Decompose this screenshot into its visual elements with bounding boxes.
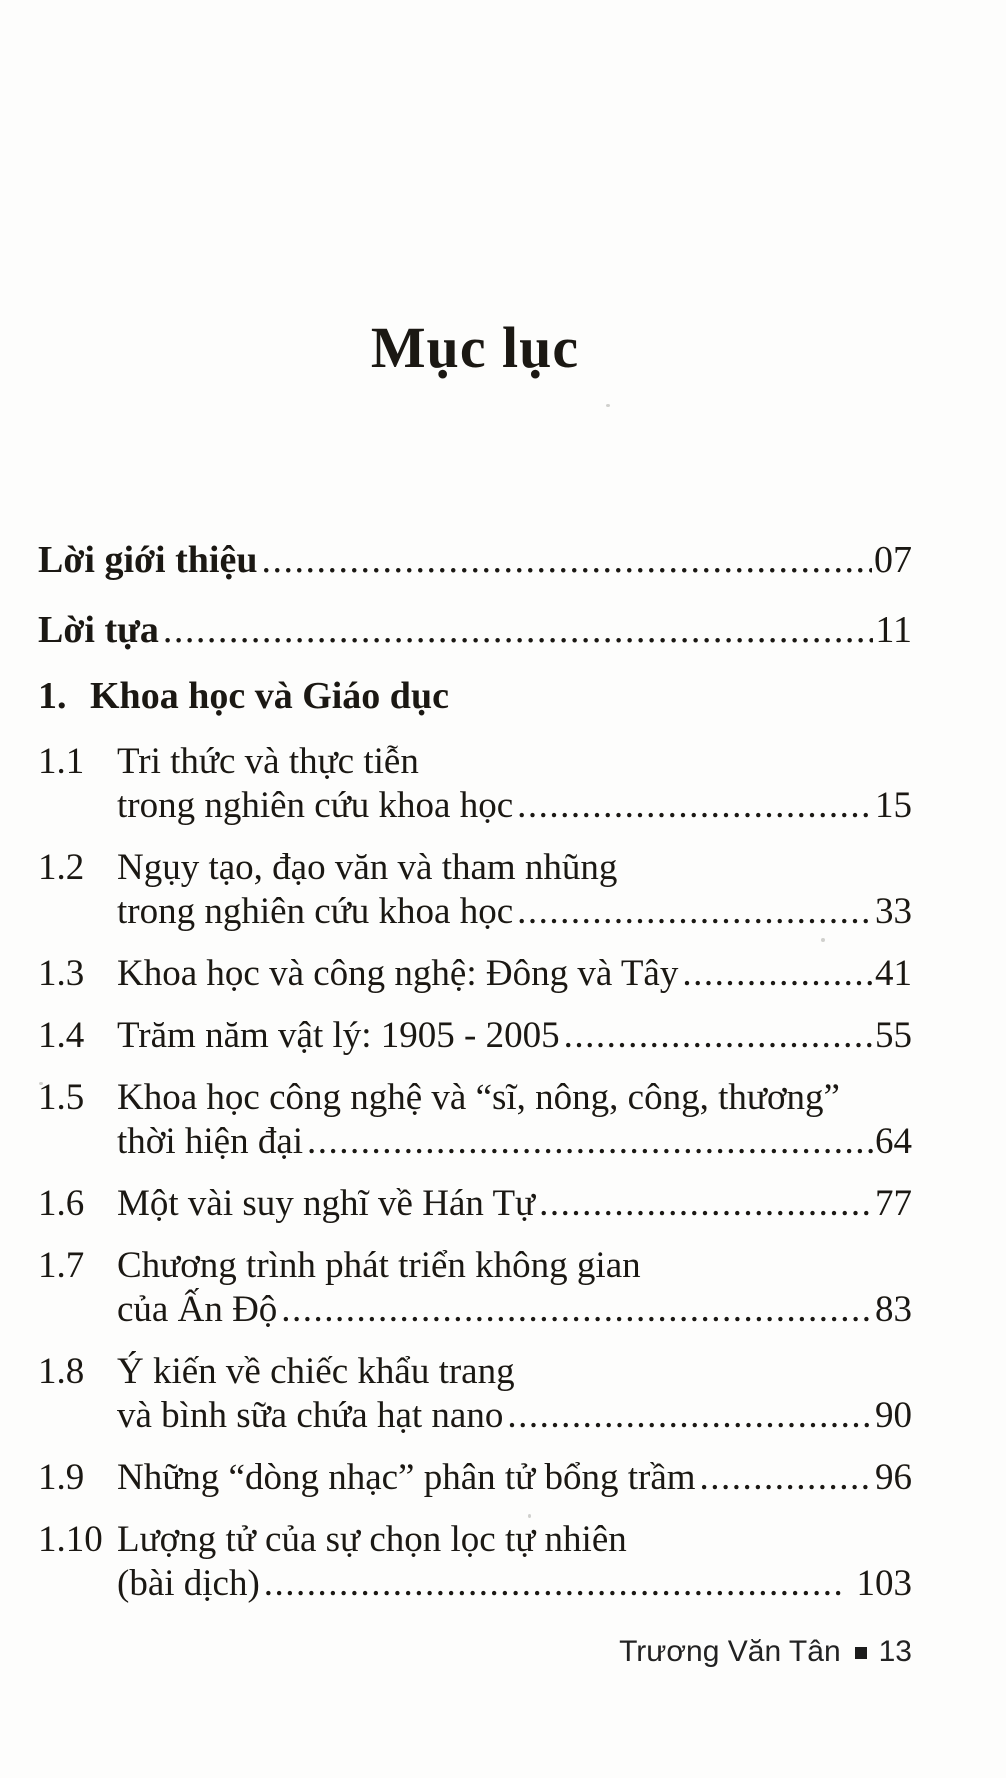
front-matter-row	[38, 536, 912, 584]
entry-line-1	[117, 1350, 912, 1394]
entry-line-2	[117, 1562, 912, 1606]
entry-line-1	[117, 1244, 912, 1288]
square-bullet-icon	[855, 1647, 867, 1659]
entry-number: 1.8	[38, 1351, 85, 1392]
entry-number: 1.6	[38, 1183, 85, 1224]
page-number: 103	[847, 1563, 912, 1604]
page-number: 90	[875, 1395, 912, 1436]
page-number: 41	[875, 953, 912, 994]
entry-title-line1: Trăm năm vật lý: 1905 - 2005	[117, 1015, 560, 1056]
toc-entry	[38, 1456, 912, 1500]
toc-entry	[38, 1014, 912, 1058]
entry-body	[117, 846, 912, 934]
toc-entry	[38, 1244, 912, 1332]
entry-number: 1.5	[38, 1077, 85, 1118]
page-number: 96	[875, 1457, 912, 1498]
toc-entry	[38, 1518, 912, 1606]
entry-title-line1: Những “dòng nhạc” phân tử bổng trầm	[117, 1457, 696, 1498]
toc-entry-list	[38, 740, 912, 1606]
entry-body	[117, 1014, 912, 1058]
dot-leader	[257, 536, 872, 584]
entry-body	[117, 1518, 912, 1606]
footer-author: Trương Văn Tân	[619, 1635, 841, 1668]
entry-number: 1.3	[38, 953, 85, 994]
entry-title-line1: Tri thức và thực tiễn	[117, 741, 419, 782]
front-matter-label: Lời giới thiệu	[38, 539, 258, 581]
entry-line-1	[117, 1456, 912, 1500]
page-number: 11	[875, 609, 912, 651]
page-number: 64	[875, 1121, 912, 1162]
entry-line-1	[117, 952, 912, 996]
entry-line-1	[117, 1518, 912, 1562]
dot-leader	[696, 1456, 873, 1500]
entry-line-2	[117, 1120, 912, 1164]
scan-speck	[821, 938, 825, 942]
scan-speck	[528, 1514, 531, 1518]
entry-body	[117, 1350, 912, 1438]
front-matter-row	[38, 606, 912, 654]
dot-leader	[260, 1562, 845, 1606]
section-number: 1.	[38, 675, 67, 717]
page-footer	[38, 1635, 912, 1669]
front-matter-list	[38, 536, 912, 654]
entry-body	[117, 952, 912, 996]
entry-line-1	[117, 1014, 912, 1058]
dot-leader	[277, 1288, 873, 1332]
toc-entry	[38, 952, 912, 996]
page-number: 07	[874, 539, 912, 581]
entry-line-2	[117, 784, 912, 828]
entry-line-1	[117, 1182, 912, 1226]
entry-number: 1.4	[38, 1015, 85, 1056]
entry-title-line2: thời hiện đại	[117, 1121, 304, 1162]
entry-title-line2: (bài dịch)	[117, 1563, 260, 1604]
entry-title-line2: của Ấn Độ	[117, 1289, 278, 1330]
entry-title-line2: trong nghiên cứu khoa học	[117, 891, 514, 932]
toc-entry	[38, 740, 912, 828]
entry-title-line1: Ngụy tạo, đạo văn và tham nhũng	[117, 847, 618, 888]
dot-leader	[303, 1120, 873, 1164]
section-heading	[38, 672, 912, 720]
entry-number: 1.9	[38, 1457, 85, 1498]
entry-number: 1.7	[38, 1245, 85, 1286]
dot-leader	[513, 784, 873, 828]
entry-title-line1: Lượng tử của sự chọn lọc tự nhiên	[117, 1519, 627, 1560]
toc-entry	[38, 1076, 912, 1164]
scan-speck	[606, 404, 610, 407]
entry-line-2	[117, 1288, 912, 1332]
toc-entry	[38, 846, 912, 934]
dot-leader	[560, 1014, 873, 1058]
entry-title-line1: Chương trình phát triển không gian	[117, 1245, 641, 1286]
entry-body	[117, 1456, 912, 1500]
page-number: 55	[875, 1015, 912, 1056]
entry-number: 1.2	[38, 847, 85, 888]
entry-title-line2: và bình sữa chứa hạt nano	[117, 1395, 504, 1436]
entry-line-2	[117, 890, 912, 934]
footer-page-number: 13	[878, 1635, 912, 1668]
entry-number: 1.10	[38, 1519, 103, 1560]
entry-body	[117, 1244, 912, 1332]
scan-speck	[39, 1082, 43, 1085]
entry-line-1	[117, 1076, 912, 1120]
entry-line-1	[117, 846, 912, 890]
front-matter-label: Lời tựa	[38, 609, 159, 651]
page-number: 83	[875, 1289, 912, 1330]
entry-number: 1.1	[38, 741, 85, 782]
toc-entry	[38, 1182, 912, 1226]
page-number: 77	[875, 1183, 912, 1224]
dot-leader	[159, 606, 874, 654]
entry-title-line2: trong nghiên cứu khoa học	[117, 785, 514, 826]
page-title: Mục lục	[370, 315, 580, 380]
toc-entry	[38, 1350, 912, 1438]
dot-leader	[678, 952, 873, 996]
entry-title-line1: Ý kiến về chiếc khẩu trang	[117, 1351, 515, 1392]
entry-body	[117, 1182, 912, 1226]
entry-title-line1: Khoa học và công nghệ: Đông và Tây	[117, 953, 679, 994]
section-title: Khoa học và Giáo dục	[90, 675, 449, 717]
entry-line-2	[117, 1394, 912, 1438]
page-number: 15	[875, 785, 912, 826]
dot-leader	[513, 890, 873, 934]
page-number: 33	[875, 891, 912, 932]
entry-body	[117, 740, 912, 828]
dot-leader	[535, 1182, 873, 1226]
dot-leader	[503, 1394, 873, 1438]
entry-body	[117, 1076, 912, 1164]
entry-line-1	[117, 740, 912, 784]
entry-title-line1: Một vài suy nghĩ về Hán Tự	[117, 1183, 536, 1224]
entry-title-line1: Khoa học công nghệ và “sĩ, nông, công, thương”	[117, 1077, 840, 1118]
